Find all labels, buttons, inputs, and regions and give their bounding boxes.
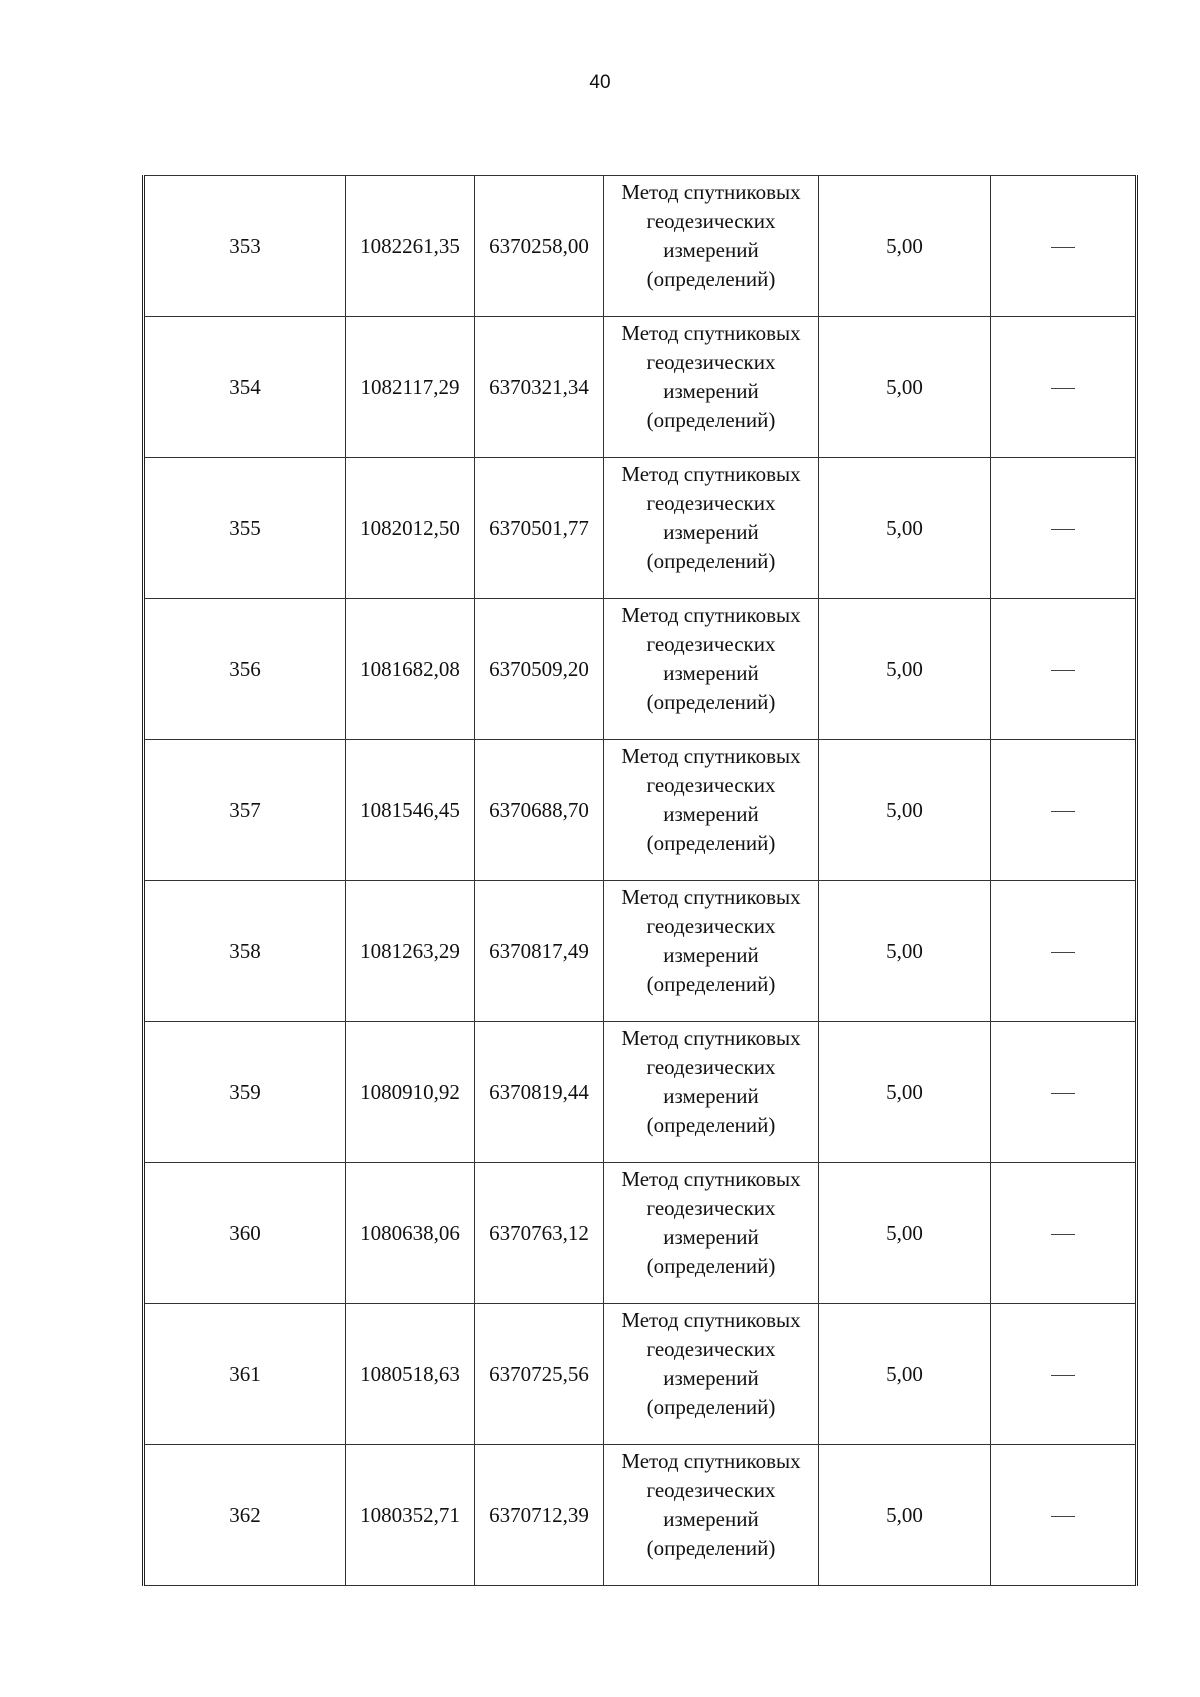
description-text [1075, 1219, 1076, 1220]
point-number-cell: 355 [144, 458, 346, 599]
coordinate-y-cell: 6370688,70 [475, 740, 604, 881]
method-cell [604, 1163, 819, 1304]
table-row [144, 1304, 1137, 1445]
coordinate-y-cell: 6370819,44 [475, 1022, 604, 1163]
method-text: Метод спутниковых геодезических измерений (определений) [621, 1026, 801, 1137]
description-cell [991, 1445, 1137, 1586]
description-text [1075, 373, 1076, 374]
accuracy-cell: 5,00 [819, 599, 991, 740]
coordinate-x-cell: 1080352,71 [346, 1445, 475, 1586]
coordinate-x-cell: 1080910,92 [346, 1022, 475, 1163]
table-row [144, 881, 1137, 1022]
method-cell [604, 1445, 819, 1586]
method-cell [604, 881, 819, 1022]
dash-line [1051, 388, 1075, 389]
coordinate-x-cell: 1080518,63 [346, 1304, 475, 1445]
method-cell [604, 176, 819, 317]
method-text: Метод спутниковых геодезических измерений (определений) [621, 603, 801, 714]
method-cell [604, 1022, 819, 1163]
description-text [1075, 655, 1076, 656]
description-cell [991, 1022, 1137, 1163]
method-text: Метод спутниковых геодезических измерений (определений) [621, 1449, 801, 1560]
description-text [1075, 796, 1076, 797]
method-text: Метод спутниковых геодезических измерений (определений) [621, 744, 801, 855]
accuracy-cell: 5,00 [819, 1304, 991, 1445]
description-cell [991, 458, 1137, 599]
accuracy-cell: 5,00 [819, 317, 991, 458]
accuracy-cell: 5,00 [819, 1445, 991, 1586]
coordinate-y-cell: 6370321,34 [475, 317, 604, 458]
accuracy-cell: 5,00 [819, 176, 991, 317]
description-text [1075, 1360, 1076, 1361]
method-text: Метод спутниковых геодезических измерений (определений) [621, 462, 801, 573]
accuracy-cell: 5,00 [819, 458, 991, 599]
coordinate-x-cell: 1081263,29 [346, 881, 475, 1022]
accuracy-cell: 5,00 [819, 1163, 991, 1304]
accuracy-cell: 5,00 [819, 881, 991, 1022]
description-cell [991, 1163, 1137, 1304]
method-text: Метод спутниковых геодезических измерений (определений) [621, 180, 801, 291]
coordinate-x-cell: 1081682,08 [346, 599, 475, 740]
table-row [144, 458, 1137, 599]
coordinate-y-cell: 6370725,56 [475, 1304, 604, 1445]
point-number-cell: 353 [144, 176, 346, 317]
table-row [144, 1445, 1137, 1586]
coordinate-y-cell: 6370501,77 [475, 458, 604, 599]
page-number: 40 [589, 72, 611, 93]
description-cell [991, 1304, 1137, 1445]
coordinate-x-cell: 1082117,29 [346, 317, 475, 458]
point-number-cell: 354 [144, 317, 346, 458]
dash-line [1051, 1516, 1075, 1517]
coordinate-y-cell: 6370258,00 [475, 176, 604, 317]
description-text [1075, 1078, 1076, 1079]
table-body [144, 176, 1137, 1586]
description-text [1075, 232, 1076, 233]
coordinate-x-cell: 1080638,06 [346, 1163, 475, 1304]
method-cell [604, 317, 819, 458]
coordinate-y-cell: 6370712,39 [475, 1445, 604, 1586]
method-cell [604, 740, 819, 881]
method-text: Метод спутниковых геодезических измерений (определений) [621, 885, 801, 996]
dash-line [1051, 1234, 1075, 1235]
point-number-cell: 359 [144, 1022, 346, 1163]
dash-line [1051, 1375, 1075, 1376]
table-row [144, 176, 1137, 317]
coordinate-y-cell: 6370763,12 [475, 1163, 604, 1304]
dash-line [1051, 1093, 1075, 1094]
coordinate-y-cell: 6370509,20 [475, 599, 604, 740]
description-text [1075, 937, 1076, 938]
point-number-cell: 356 [144, 599, 346, 740]
coordinate-x-cell: 1082012,50 [346, 458, 475, 599]
description-cell [991, 176, 1137, 317]
description-cell [991, 740, 1137, 881]
dash-line [1051, 952, 1075, 953]
table-row [144, 599, 1137, 740]
method-cell [604, 1304, 819, 1445]
point-number-cell: 360 [144, 1163, 346, 1304]
dash-line [1051, 247, 1075, 248]
description-cell [991, 317, 1137, 458]
point-number-cell: 362 [144, 1445, 346, 1586]
method-text: Метод спутниковых геодезических измерений (определений) [621, 321, 801, 432]
coordinates-table [142, 175, 1138, 1586]
accuracy-cell: 5,00 [819, 740, 991, 881]
description-text [1075, 514, 1076, 515]
point-number-cell: 357 [144, 740, 346, 881]
method-text: Метод спутниковых геодезических измерений (определений) [621, 1167, 801, 1278]
table-row [144, 1163, 1137, 1304]
point-number-cell: 358 [144, 881, 346, 1022]
dash-line [1051, 529, 1075, 530]
accuracy-cell: 5,00 [819, 1022, 991, 1163]
coordinate-x-cell: 1081546,45 [346, 740, 475, 881]
table-row [144, 740, 1137, 881]
description-text [1075, 1501, 1076, 1502]
table-row [144, 1022, 1137, 1163]
dash-line [1051, 811, 1075, 812]
dash-line [1051, 670, 1075, 671]
point-number-cell: 361 [144, 1304, 346, 1445]
method-cell [604, 599, 819, 740]
description-cell [991, 881, 1137, 1022]
table-row [144, 317, 1137, 458]
method-cell [604, 458, 819, 599]
coordinate-y-cell: 6370817,49 [475, 881, 604, 1022]
description-cell [991, 599, 1137, 740]
method-text: Метод спутниковых геодезических измерений (определений) [621, 1308, 801, 1419]
coordinate-x-cell: 1082261,35 [346, 176, 475, 317]
